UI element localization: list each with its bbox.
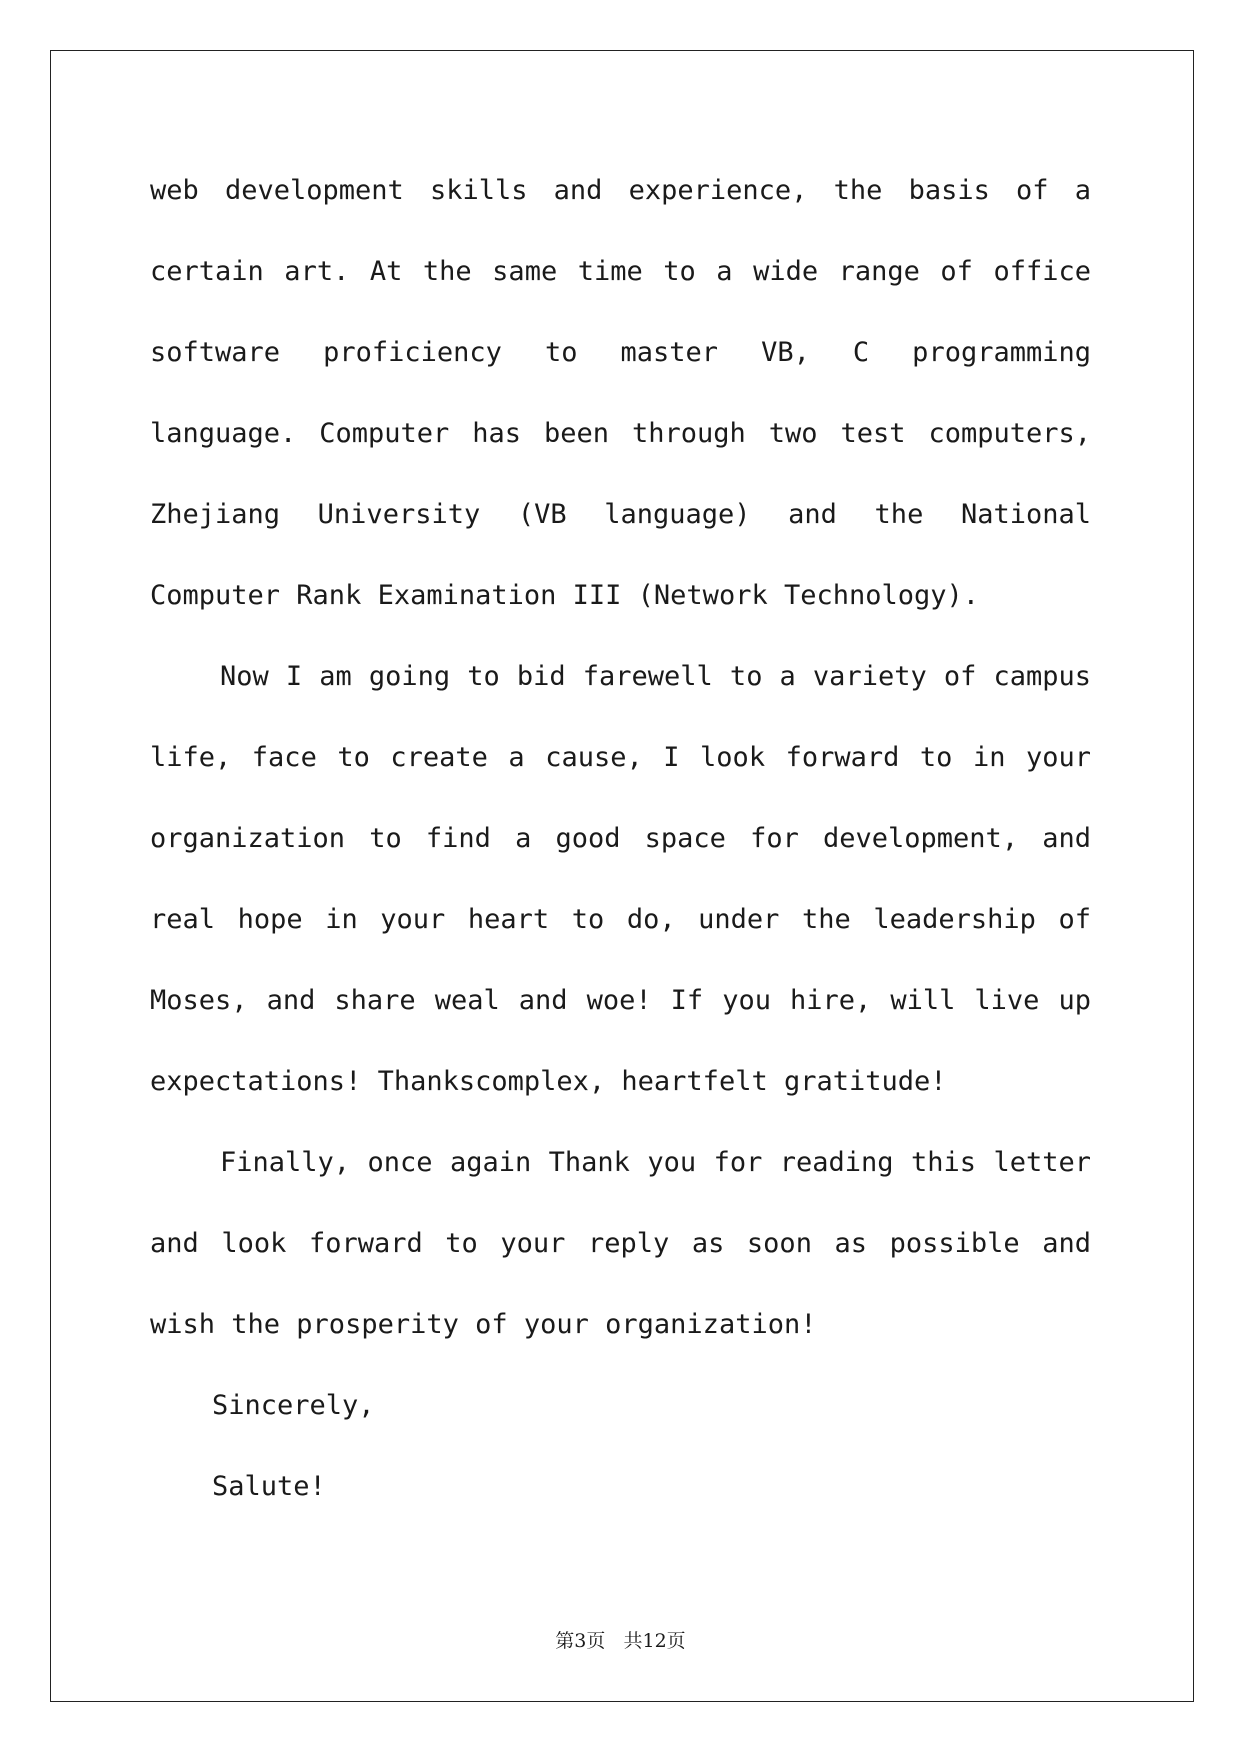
paragraph-skills: web development skills and experience, the basis of a certain art. At the same time to a wide range of office software proficiency to master VB, C programming language. Computer has been through two test computers, Zhejiang University (VB language) and the National Computer Rank Examination III (Network Technology). (150, 175, 1091, 611)
closing-sincerely: Sincerely, (212, 1390, 375, 1421)
paragraph-farewell: Now I am going to bid farewell to a variety of campus life, face to create a cause, I look forward to in your organization to find a good space for development, and real hope in your heart to do, under the leadership of Moses, and share weal and woe! If you hire, will live up expectations! Thankscomplex, heartfelt gratitude! (150, 661, 1091, 1097)
page-number-footer: 第3页 共12页 (555, 1630, 686, 1652)
paragraph-thanks: Finally, once again Thank you for reading this letter and look forward to your reply as soon as possible and wish the prosperity of your organization! (150, 1147, 1091, 1340)
letter-body (150, 150, 1091, 1527)
closing-salute: Salute! (212, 1471, 326, 1502)
